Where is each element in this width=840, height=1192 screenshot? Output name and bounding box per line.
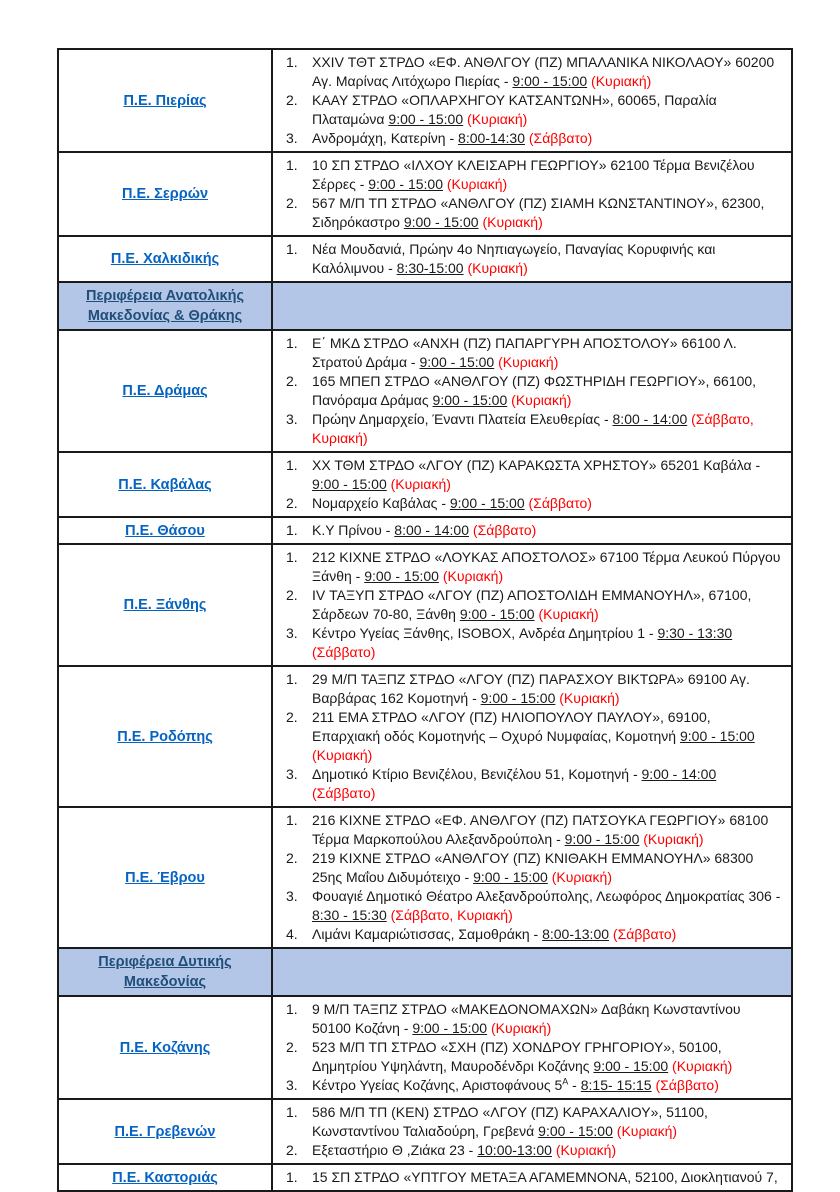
location-text: Δημοτικό Κτίριο Βενιζέλου, Βενιζέλου 51, Κομοτηνή -	[312, 766, 642, 782]
day-note: (Κυριακή)	[446, 176, 508, 192]
location-text: 567 Μ/Π ΤΠ ΣΤΡΔΟ «ΑΝΘΛΓΟΥ (ΠΖ) ΣΙΑΜΗ ΚΩΝΣΤΑΝΤΙΝΟΥ», 62300, Σιδηρόκαστρο	[312, 195, 765, 230]
region-link[interactable]: Π.Ε. Χαλκιδικής	[110, 251, 220, 267]
section-title-cell	[58, 948, 272, 996]
location-item	[285, 129, 781, 148]
location-text: ΚΑΑΥ ΣΤΡΔΟ «ΟΠΛΑΡΧΗΓΟΥ ΚΑΤΣΑΝΤΩΝΗ», 60065, Παραλία Πλαταμώνα	[312, 92, 717, 127]
locations-list	[273, 50, 791, 151]
locations-list	[273, 545, 791, 665]
time-range: 9:30 - 13:30	[657, 625, 733, 641]
region-name-cell	[58, 517, 272, 544]
location-item	[285, 240, 781, 278]
locations-cell	[272, 544, 792, 666]
region-name-cell	[58, 49, 272, 152]
day-note: (Κυριακή)	[551, 869, 612, 885]
locations-list	[273, 153, 791, 235]
locations-cell	[272, 807, 792, 948]
section-row	[58, 948, 792, 996]
location-item	[285, 156, 781, 194]
time-range: 9:00 - 15:00	[512, 73, 588, 89]
locations-cell	[272, 330, 792, 452]
location-text: 212 ΚΙΧΝΕ ΣΤΡΔΟ «ΛΟΥΚΑΣ ΑΠΟΣΤΟΛΟΣ» 67100 Τέρμα Λευκού Πύργου Ξάνθη -	[312, 549, 781, 584]
time-range: 8:30 - 15:30	[312, 907, 387, 923]
locations-list	[273, 518, 791, 543]
region-name-cell	[58, 666, 272, 807]
day-note: (Κυριακή)	[482, 214, 543, 230]
region-link[interactable]: Π.Ε. Καστοριάς	[112, 1169, 218, 1186]
location-item	[285, 194, 781, 232]
region-row	[58, 152, 792, 236]
location-text: Νομαρχείο Καβάλας -	[312, 495, 450, 511]
location-text: 219 ΚΙΧΝΕ ΣΤΡΔΟ «ΑΝΘΛΓΟΥ (ΠΖ) ΚΝΙΘΑΚΗ ΕΜΜΑΝΟΥΗΛ» 68300 25ης Μαΐου Διδυμότειχο -	[312, 850, 754, 885]
time-range: 8:15- 15:15	[580, 1077, 652, 1093]
region-name-cell	[58, 544, 272, 666]
region-name-cell	[58, 996, 272, 1099]
region-name-cell	[58, 1164, 272, 1191]
day-note: (Σάββατο)	[528, 495, 592, 511]
section-row	[58, 282, 792, 330]
region-row	[58, 1164, 792, 1191]
time-range: 9:00 - 15:00	[593, 1058, 669, 1074]
time-range: 10:00-13:00	[477, 1142, 552, 1158]
location-text: 523 Μ/Π ΤΠ ΣΤΡΔΟ «ΣΧΗ (ΠΖ) ΧΟΝΔΡΟΥ ΓΡΗΓΟΡΙΟΥ», 50100, Δημητρίου Υψηλάντη, Μαυροδένδρι Κοζάνης	[312, 1039, 722, 1074]
location-item	[285, 849, 781, 887]
day-note: (Σάββατο)	[312, 785, 376, 801]
region-link[interactable]: Π.Ε. Πιερίας	[123, 92, 207, 109]
locations-cell	[272, 996, 792, 1099]
time-range: 9:00 - 15:00	[412, 1020, 488, 1036]
locations-list	[273, 997, 791, 1098]
location-item	[285, 1038, 781, 1076]
location-text: Ε΄ ΜΚΔ ΣΤΡΔΟ «ΑΝΧΗ (ΠΖ) ΠΑΠΑΡΓΥΡΗ ΑΠΟΣΤΟΛΟΥ» 66100 Λ. Στρατού Δράμα -	[312, 335, 737, 370]
day-note: (Κυριακή)	[555, 1142, 617, 1158]
section-title-cell	[58, 282, 272, 330]
location-item	[285, 521, 781, 540]
day-note: (Σάββατο)	[528, 130, 593, 146]
region-link[interactable]: Π.Ε. Έβρου	[125, 869, 205, 886]
locations-cell	[272, 666, 792, 807]
location-text: 586 Μ/Π ΤΠ (ΚΕΝ) ΣΤΡΔΟ «ΛΓΟΥ (ΠΖ) ΚΑΡΑΧΑΛΙΟΥ», 51100, Κωνσταντίνου Ταλιαδούρη, Γρεβενά	[312, 1104, 708, 1139]
day-note: (Σάββατο, Κυριακή)	[312, 411, 754, 446]
day-note: (Κυριακή)	[538, 606, 599, 622]
time-range: 9:00 - 15:00	[449, 495, 525, 511]
location-text: Εξεταστήριο Θ ,Ζιάκα 23 -	[312, 1142, 478, 1158]
day-note: (Σάββατο)	[472, 522, 537, 538]
time-range: 8:00 - 14:00	[394, 522, 470, 538]
locations-cell	[272, 152, 792, 236]
location-item	[285, 456, 781, 494]
region-link[interactable]: Π.Ε. Ροδόπης	[117, 728, 213, 745]
location-item	[285, 548, 781, 586]
region-row	[58, 236, 792, 282]
day-note: (Κυριακή)	[467, 260, 528, 276]
time-range: 9:00 - 15:00	[538, 1123, 613, 1139]
day-note: (Κυριακή)	[312, 747, 373, 763]
locations-list	[273, 331, 791, 451]
superscript-text: Α	[562, 1076, 569, 1087]
day-note: (Κυριακή)	[591, 73, 652, 89]
regions-table	[57, 48, 793, 1192]
location-text: Κέντρο Υγείας Ξάνθης, ISOBOX, Ανδρέα Δημητρίου 1 -	[312, 625, 658, 641]
time-range: 9:00 - 15:00	[432, 392, 508, 408]
region-row	[58, 807, 792, 948]
location-item	[285, 670, 781, 708]
time-range: 9:00 - 15:00	[388, 111, 464, 127]
time-range: 9:00 - 15:00	[368, 176, 443, 192]
time-range: 9:00 - 14:00	[641, 766, 717, 782]
day-note: (Σάββατο, Κυριακή)	[390, 907, 513, 923]
locations-list	[273, 808, 791, 947]
location-text: 10 ΣΠ ΣΤΡΔΟ «ΙΛΧΟΥ ΚΛΕΙΣΑΡΗ ΓΕΩΡΓΙΟΥ» 62100 Τέρμα Βενιζέλου Σέρρες -	[312, 157, 755, 192]
location-item	[285, 1168, 781, 1187]
region-link[interactable]: Π.Ε. Γρεβενών	[114, 1123, 216, 1140]
locations-cell	[272, 517, 792, 544]
region-name-cell	[58, 152, 272, 236]
locations-cell	[272, 236, 792, 282]
day-note: (Κυριακή)	[498, 354, 559, 370]
day-note: (Κυριακή)	[442, 568, 504, 584]
time-range: 8:30-15:00	[396, 260, 464, 276]
location-item	[285, 410, 781, 448]
region-row	[58, 330, 792, 452]
time-range: 9:00 - 15:00	[459, 606, 535, 622]
locations-list	[273, 667, 791, 806]
time-range: 9:00 - 15:00	[473, 869, 548, 885]
region-link[interactable]: Π.Ε. Δράμας	[122, 383, 208, 399]
time-range: 8:00-14:30	[458, 130, 525, 146]
section-title: Περιφέρεια Δυτικής Μακεδονίας	[98, 954, 232, 990]
location-item	[285, 372, 781, 410]
day-note: (Κυριακή)	[559, 690, 620, 706]
time-range: 8:00 - 14:00	[612, 411, 688, 427]
region-row	[58, 452, 792, 517]
section-empty-cell	[272, 282, 792, 330]
location-text: Νέα Μουδανιά, Πρώην 4ο Νηπιαγωγείο, Παναγίας Κορυφινής και Καλόλιμνου -	[312, 241, 716, 276]
location-text: Κέντρο Υγείας Κοζάνης, Αριστοφάνους 5	[312, 1077, 563, 1093]
time-range: 9:00 - 15:00	[364, 568, 439, 584]
location-item	[285, 811, 781, 849]
region-name-cell	[58, 1099, 272, 1164]
location-item	[285, 494, 781, 513]
location-text: Ανδρομάχη, Κατερίνη -	[312, 130, 459, 146]
location-text: 9 Μ/Π ΤΑΞΠΖ ΣΤΡΔΟ «ΜΑΚΕΔΟΝΟΜΑΧΩΝ» Δαβάκη Κωνσταντίνου 50100 Κοζάνη -	[312, 1001, 741, 1036]
region-row	[58, 517, 792, 544]
locations-list	[273, 453, 791, 516]
region-link[interactable]: Π.Ε. Ξάνθης	[123, 597, 207, 613]
day-note: (Κυριακή)	[511, 392, 572, 408]
location-text: Φουαγιέ Δημοτικό Θέατρο Αλεξανδρούπολης, Λεωφόρος Δημοκρατίας 306 -	[312, 888, 781, 904]
locations-cell	[272, 1164, 792, 1191]
day-note: (Κυριακή)	[616, 1123, 678, 1139]
region-link[interactable]: Π.Ε. Θάσου	[125, 522, 205, 539]
location-text: XXIV ΤΘΤ ΣΤΡΔΟ «ΕΦ. ΑΝΘΛΓΟΥ (ΠΖ) ΜΠΑΛΑΝΙΚΑ ΝΙΚΟΛΑΟΥ» 60200 Αγ. Μαρίνας Λιτόχωρο Πιερίας -	[312, 54, 775, 89]
day-note: (Κυριακή)	[390, 476, 451, 492]
location-item	[285, 53, 781, 91]
location-text: 211 ΕΜΑ ΣΤΡΔΟ «ΛΓΟΥ (ΠΖ) ΗΛΙΟΠΟΥΛΟΥ ΠΑΥΛΟΥ», 69100, Επαρχιακή οδός Κομοτηνής – Οχυρό Νυμφαίας, Κομοτηνή	[312, 709, 711, 744]
location-item	[285, 1076, 781, 1095]
location-item	[285, 91, 781, 129]
day-note: (Κυριακή)	[467, 111, 528, 127]
location-item	[285, 925, 781, 944]
region-name-cell	[58, 452, 272, 517]
locations-list	[273, 1165, 791, 1190]
location-item	[285, 334, 781, 372]
time-range: 9:00 - 15:00	[679, 728, 755, 744]
location-text: Πρώην Δημαρχείο, Έναντι Πλατεία Ελευθερίας -	[312, 411, 613, 427]
locations-cell	[272, 1099, 792, 1164]
region-row	[58, 544, 792, 666]
location-item	[285, 765, 781, 803]
day-note: (Κυριακή)	[490, 1020, 552, 1036]
region-row	[58, 666, 792, 807]
location-item	[285, 708, 781, 765]
time-range: 9:00 - 15:00	[480, 690, 556, 706]
location-text: IV ΤΑΞΥΠ ΣΤΡΔΟ «ΛΓΟΥ (ΠΖ) ΑΠΟΣΤΟΛΙΔΗ ΕΜΜΑΝΟΥΗΛ», 67100, Σάρδεων 70-80, Ξάνθη	[312, 587, 752, 622]
region-link[interactable]: Π.Ε. Σερρών	[121, 186, 209, 202]
location-item	[285, 1141, 781, 1160]
location-item	[285, 887, 781, 925]
region-link[interactable]: Π.Ε. Καβάλας	[118, 476, 212, 493]
day-note: (Σάββατο)	[655, 1077, 719, 1093]
location-text: ΧΧ ΤΘΜ ΣΤΡΔΟ «ΛΓΟΥ (ΠΖ) ΚΑΡΑΚΩΣΤΑ ΧΡΗΣΤΟΥ» 65201 Καβάλα -	[312, 457, 761, 473]
day-note: (Κυριακή)	[643, 831, 704, 847]
location-text: -	[568, 1077, 581, 1093]
locations-cell	[272, 452, 792, 517]
locations-list	[273, 1100, 791, 1163]
location-item	[285, 1000, 781, 1038]
location-item	[285, 586, 781, 624]
region-row	[58, 49, 792, 152]
location-text: Κ.Υ Πρίνου -	[312, 522, 395, 538]
day-note: (Σάββατο)	[612, 926, 677, 942]
locations-list	[273, 237, 791, 281]
day-note: (Σάββατο)	[312, 644, 376, 660]
day-note: (Κυριακή)	[672, 1058, 733, 1074]
location-text: 29 Μ/Π ΤΑΞΠΖ ΣΤΡΔΟ «ΛΓΟΥ (ΠΖ) ΠΑΡΑΣΧΟΥ ΒΙΚΤΩΡΑ» 69100 Αγ. Βαρβάρας 162 Κομοτηνή -	[312, 671, 750, 706]
section-title: Περιφέρεια Ανατολικής Μακεδονίας & Θράκης	[86, 288, 244, 324]
time-range: 9:00 - 15:00	[312, 476, 387, 492]
time-range: 9:00 - 15:00	[403, 214, 479, 230]
time-range: 8:00-13:00	[542, 926, 610, 942]
region-row	[58, 996, 792, 1099]
locations-cell	[272, 49, 792, 152]
region-link[interactable]: Π.Ε. Κοζάνης	[119, 1039, 211, 1056]
region-name-cell	[58, 807, 272, 948]
location-text: 15 ΣΠ ΣΤΡΔΟ «ΥΠΤΓΟΥ ΜΕΤΑΞΑ ΑΓΑΜΕΜΝΟΝΑ, 52100, Διοκλητιανού 7,	[312, 1169, 778, 1185]
section-empty-cell	[272, 948, 792, 996]
location-text: 216 ΚΙΧΝΕ ΣΤΡΔΟ «ΕΦ. ΑΝΘΛΓΟΥ (ΠΖ) ΠΑΤΣΟΥΚΑ ΓΕΩΡΓΙΟΥ» 68100 Τέρμα Μαρκοπούλου Αλεξανδρούπολη -	[312, 812, 769, 847]
region-name-cell	[58, 236, 272, 282]
location-text: 165 ΜΠΕΠ ΣΤΡΔΟ «ΑΝΘΛΓΟΥ (ΠΖ) ΦΩΣΤΗΡΙΔΗ ΓΕΩΡΓΙΟΥ», 66100, Πανόραμα Δράμας	[312, 373, 757, 408]
region-row	[58, 1099, 792, 1164]
location-item	[285, 1103, 781, 1141]
time-range: 9:00 - 15:00	[419, 354, 495, 370]
time-range: 9:00 - 15:00	[564, 831, 640, 847]
location-text: Λιμάνι Καμαριώτισσας, Σαμοθράκη -	[312, 926, 543, 942]
region-name-cell	[58, 330, 272, 452]
location-item	[285, 624, 781, 662]
